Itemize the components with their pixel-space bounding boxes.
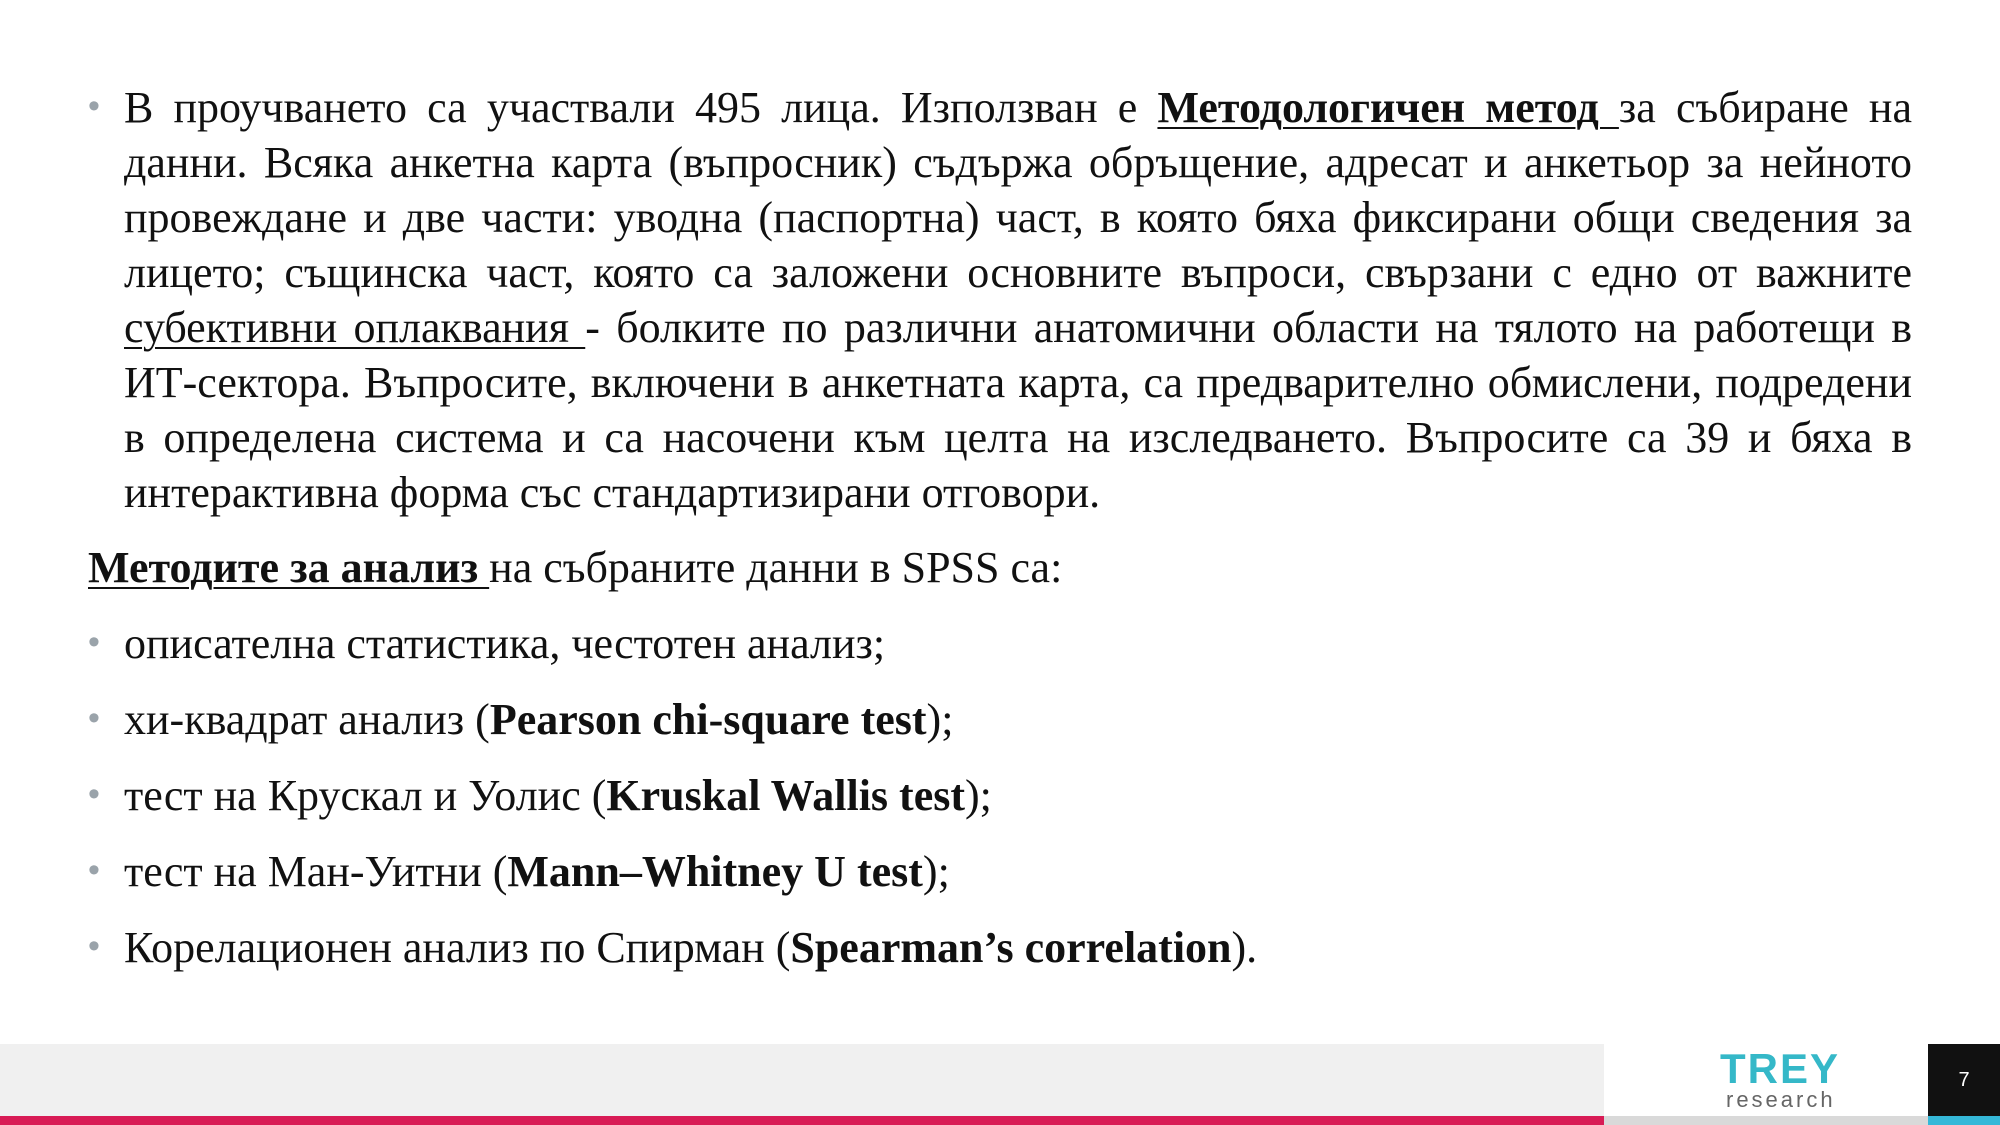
logo-wordmark: TREY (1720, 1045, 1841, 1092)
page-accent-stripe (1928, 1116, 2000, 1125)
intro-paragraph (88, 80, 1912, 520)
method-item-mann-whitney (88, 844, 1912, 899)
method-item-descriptive (88, 616, 1912, 671)
method-item-text (124, 692, 1912, 747)
method-item-label: хи-квадрат анализ ( (124, 695, 490, 744)
method-item-suffix: ); (922, 847, 950, 896)
page-number: 7 (1958, 1069, 1970, 1091)
method-item-suffix: ). (1231, 923, 1258, 972)
method-item-chi-square (88, 692, 1912, 747)
method-item-kruskal-wallis (88, 768, 1912, 823)
method-item-english: Mann–Whitney U test (507, 847, 923, 896)
trey-research-logo (1604, 1044, 1928, 1116)
page-number-box (1928, 1044, 2000, 1116)
method-item-text (124, 920, 1912, 975)
method-item-label: тест на Ман-Уитни ( (124, 847, 508, 896)
logo-accent-stripe (1604, 1116, 1928, 1125)
methods-heading (88, 540, 1062, 595)
method-item-english: Pearson chi-square test (489, 695, 927, 744)
method-item-suffix: ); (965, 771, 992, 820)
bullet-icon: • (88, 851, 100, 889)
footer-band (0, 1044, 1604, 1116)
method-item-english: Kruskal Wallis test (606, 771, 965, 820)
bullet-icon: • (88, 775, 100, 813)
bullet-icon: • (88, 623, 100, 661)
intro-text-part3: - болките по различни анатомични области на тялото на работещи в ИТ-сектора. Въпросите, включени в анкетната карта, са предварително обмислени, подредени в определена система и са насочени към целта на изследването. Въпросите са 39 и бяха в интерактивна форма със стандартизирани отговори. (124, 303, 1912, 517)
bullet-icon: • (88, 927, 100, 965)
methods-heading-bold: Методите за анализ (88, 543, 490, 592)
method-item-text (124, 844, 1912, 899)
method-item-text (124, 616, 1912, 671)
method-item-suffix: ); (926, 695, 954, 744)
method-item-text (124, 768, 1912, 823)
method-item-label: описателна статистика, честотен анализ; (124, 619, 886, 668)
intro-paragraph-text (124, 80, 1912, 520)
method-name: Методологичен метод (1157, 83, 1619, 132)
method-item-label: тест на Крускал и Уолис ( (124, 771, 607, 820)
complaints-term: субективни оплаквания (124, 303, 586, 352)
footer-accent-stripe (0, 1116, 1604, 1125)
bullet-icon: • (88, 87, 100, 125)
bullet-icon: • (88, 699, 100, 737)
logo-subtitle: research (1726, 1087, 1836, 1112)
method-item-english: Spearman’s correlation (790, 923, 1232, 972)
method-item-label: Корелационен анализ по Спирман ( (124, 923, 791, 972)
intro-text-part1: В проучването са участвали 495 лица. Използван е (124, 83, 1158, 132)
methods-heading-rest: на събраните данни в SPSS са: (489, 543, 1063, 592)
method-item-spearman (88, 920, 1912, 975)
intro-text-part2: за събиране на данни. Всяка анкетна карта (въпросник) съдържа обръщение, адресат и анкетьор за нейното провеждане и две части: уводна (паспортна) част, в която бяха фиксирани общи сведения за лицето; същинска част, която са заложени основните въпроси, свързани с едно от важните (124, 83, 1912, 297)
